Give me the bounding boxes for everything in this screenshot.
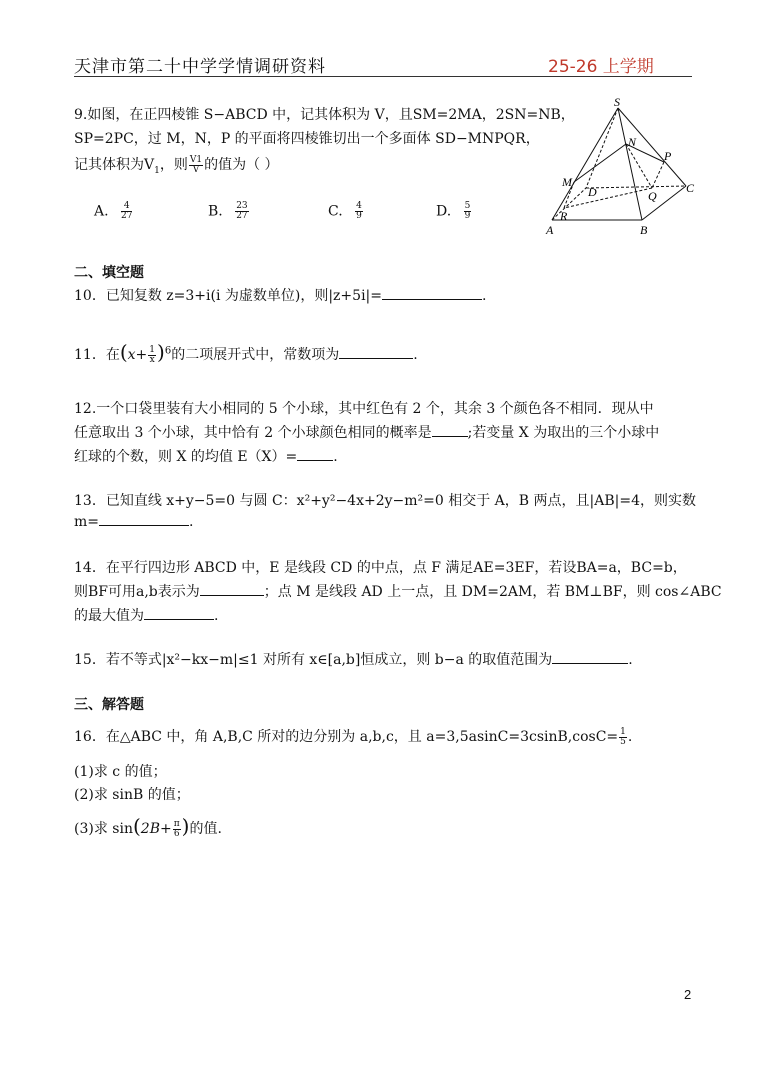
option-num: 4 bbox=[356, 201, 362, 211]
option-num: 23 bbox=[236, 201, 248, 211]
q13-line2-a: m= bbox=[74, 514, 100, 530]
label-r: R bbox=[560, 209, 568, 223]
q12-line2 bbox=[74, 422, 659, 442]
header-school: 天津市第二十中学学情调研资料 bbox=[74, 57, 326, 77]
q9-ratio-fraction bbox=[189, 156, 203, 175]
q12-line3 bbox=[74, 446, 338, 466]
q14-line3-b: . bbox=[214, 608, 219, 624]
q9-ratio-num: V1 bbox=[189, 154, 203, 165]
q12-line3-b: . bbox=[333, 449, 338, 465]
option-num: 4 bbox=[121, 202, 132, 212]
q16-paren-close: ) bbox=[181, 814, 190, 838]
option-label: C. bbox=[328, 203, 343, 220]
option-label: D. bbox=[436, 203, 452, 220]
q12-answer-blank-2 bbox=[297, 448, 333, 461]
q9-line3 bbox=[74, 154, 279, 176]
page-number: 2 bbox=[684, 987, 692, 1002]
q16-part1: (1)求 c 的值； bbox=[74, 764, 167, 780]
option-fraction bbox=[464, 202, 472, 221]
q16-part3-den: 6 bbox=[173, 828, 180, 839]
q13-line2 bbox=[74, 513, 193, 530]
q16-frac-num: 1 bbox=[620, 726, 626, 737]
q11-paren-open: ( bbox=[119, 340, 128, 364]
q12-line2-b: ;若变量 X 为取出的三个小球中 bbox=[467, 425, 660, 441]
q11-frac-num: 1 bbox=[149, 344, 156, 355]
option-den: 27 bbox=[236, 211, 248, 221]
q11 bbox=[74, 340, 418, 365]
option-label: B. bbox=[208, 203, 223, 220]
q16-part3-num: π bbox=[173, 818, 180, 829]
option-num: 5 bbox=[464, 201, 471, 211]
q12-line2-a: 任意取出 3 个小球，其中恰有 2 个小球颜色相同的概率是 bbox=[74, 425, 432, 441]
q9-ratio-den: V bbox=[192, 164, 200, 175]
label-d: D bbox=[588, 185, 597, 199]
q9-option-c bbox=[328, 202, 364, 221]
q10 bbox=[74, 285, 486, 305]
q10-answer-blank bbox=[382, 287, 482, 300]
q11-fraction bbox=[148, 346, 156, 365]
q16-stem-text: 16．在△ABC 中，角 A,B,C 所对的边分别为 a,b,c，且 a=3,5asinC=3csinB,cosC= bbox=[74, 729, 619, 745]
q14-line2-b: ；点 M 是线段 AD 上一点，且 DM=2AM，若 BM⊥BF，则 cos∠ABC bbox=[263, 584, 722, 600]
q14-answer-blank-1 bbox=[200, 583, 264, 596]
q14-line3 bbox=[74, 605, 218, 625]
q9-line3-a: 记其体积为V bbox=[74, 157, 155, 173]
q11-prefix: 11．在 bbox=[74, 347, 120, 363]
label-c: C bbox=[686, 181, 695, 195]
q14-line2 bbox=[74, 581, 722, 601]
label-q: Q bbox=[648, 189, 657, 203]
option-fraction bbox=[121, 202, 132, 221]
q16-frac-den: 5 bbox=[620, 736, 626, 747]
label-a: A bbox=[546, 223, 554, 237]
q16-stem bbox=[74, 726, 632, 747]
q14-line2-a: 则BF可用a,b表示为 bbox=[74, 584, 200, 600]
q12-line1: 12.一个口袋里装有大小相同的 5 个小球，其中红色有 2 个，其余 3 个颜色各不相同．现从中 bbox=[74, 401, 654, 417]
label-p: P bbox=[664, 149, 672, 163]
q9-line2: SP=2PC，过 M，N，P 的平面将四棱锥切出一个多面体 SD−MNPQR， bbox=[74, 131, 540, 147]
q13-line2-b: . bbox=[189, 514, 194, 530]
q15-answer-blank bbox=[552, 651, 628, 664]
label-b: B bbox=[640, 223, 648, 237]
q14-line1: 14．在平行四边形 ABCD 中，E 是线段 CD 的中点，点 F 满足AE=3EF，若设BA=a，BC=b， bbox=[74, 560, 687, 576]
q9-option-b bbox=[208, 202, 250, 221]
q16-part3-expr: 2B+ bbox=[140, 821, 172, 837]
q11-paren-close: ) bbox=[157, 340, 165, 364]
q16-stem-end: . bbox=[627, 729, 633, 745]
q16-part3-fraction bbox=[173, 820, 181, 839]
q12-line3-a: 红球的个数，则 X 的均值 E（X）= bbox=[74, 449, 298, 465]
q16-part3 bbox=[74, 814, 222, 839]
edge-mn bbox=[574, 144, 626, 182]
q11-answer-blank bbox=[339, 346, 413, 359]
q9-line3-c: 的值为（ ） bbox=[204, 157, 279, 173]
option-fraction bbox=[355, 202, 363, 221]
edge-pq bbox=[652, 162, 664, 188]
q13-line1: 13．已知直线 x+y−5=0 与圆 C：x²+y²−4x+2y−m²=0 相交于 A，B 两点，且|AB|=4，则实数 bbox=[74, 493, 697, 509]
q16-part3-b: 的值. bbox=[189, 821, 222, 837]
edge-dc bbox=[586, 186, 686, 188]
q15-text: 15．若不等式|x²−kx−m|≤1 对所有 x∈[a,b]恒成立，则 b−a 的取值范围为 bbox=[74, 652, 553, 668]
option-fraction bbox=[235, 202, 248, 221]
q11-expr: x+ bbox=[127, 347, 148, 363]
q16-part2: (2)求 sinB 的值； bbox=[74, 787, 190, 803]
q16-part3-a: (3)求 sin bbox=[74, 821, 133, 837]
option-label: A. bbox=[94, 203, 109, 220]
header-divider bbox=[74, 76, 692, 77]
label-s: S bbox=[614, 96, 620, 109]
option-den: 9 bbox=[356, 211, 362, 221]
q11-frac-den: x bbox=[149, 354, 155, 365]
q11-text: 的二项展开式中，常数项为 bbox=[171, 347, 340, 363]
q14-line3-a: 的最大值为 bbox=[74, 608, 144, 624]
edge-sd bbox=[586, 108, 618, 188]
q9-line3-sub: 1 bbox=[154, 165, 160, 176]
edge-sa bbox=[552, 108, 618, 220]
q15 bbox=[74, 649, 633, 669]
header-term: 25-26 上学期 bbox=[548, 57, 654, 77]
q12-answer-blank-1 bbox=[432, 424, 468, 437]
q16-fraction bbox=[619, 728, 627, 747]
q9-option-a bbox=[94, 202, 133, 221]
q11-end: . bbox=[413, 347, 418, 363]
q13-answer-blank bbox=[99, 513, 189, 526]
q14-answer-blank-2 bbox=[144, 607, 214, 620]
q9-option-d bbox=[436, 202, 472, 221]
q10-text: 10．已知复数 z=3+i(i 为虚数单位)，则|z+5i|= bbox=[74, 288, 382, 304]
pyramid-figure bbox=[540, 96, 710, 241]
q16-paren-open: ( bbox=[132, 814, 141, 838]
q15-end: . bbox=[628, 652, 633, 668]
q9-line1: 9.如图，在正四棱锥 S−ABCD 中，记其体积为 V，且SM=2MA，2SN=NB， bbox=[74, 107, 575, 123]
section-solve-title: 三、解答题 bbox=[74, 697, 144, 713]
label-n: N bbox=[628, 135, 637, 149]
option-den: 9 bbox=[464, 211, 471, 221]
option-den: 27 bbox=[121, 211, 133, 221]
q9-line3-b: ，则 bbox=[159, 157, 188, 173]
q11-power: 6 bbox=[164, 345, 172, 357]
label-m: M bbox=[562, 175, 572, 189]
section-fill-in-title: 二、填空题 bbox=[74, 265, 144, 281]
q10-end: . bbox=[482, 288, 487, 304]
edge-sb bbox=[618, 108, 642, 220]
